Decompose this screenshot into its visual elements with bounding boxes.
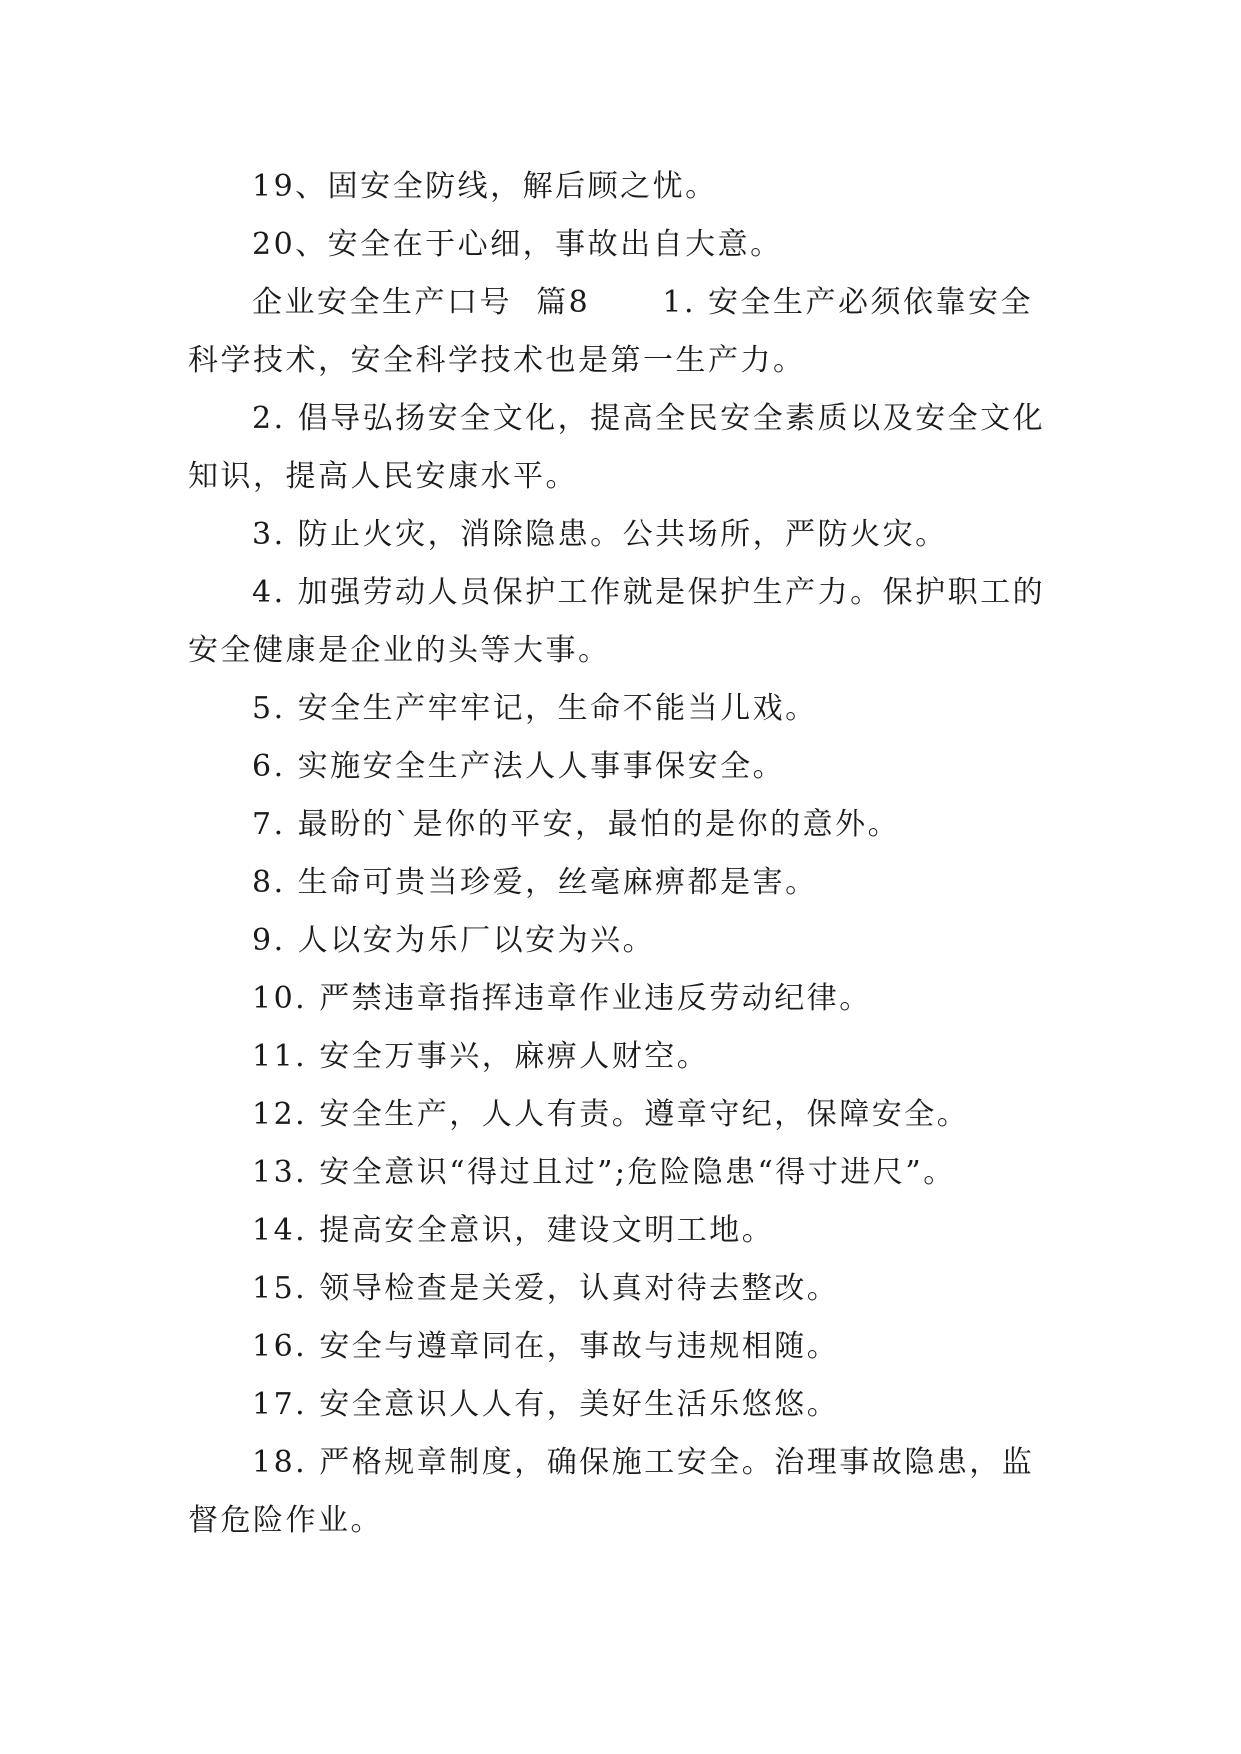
paragraph-17: 17. 安全意识人人有，美好生活乐悠悠。 <box>252 1387 840 1422</box>
paragraph-3: 3. 防止火灾，消除隐患。公共场所，严防火灾。 <box>252 517 948 552</box>
paragraph-13: 13. 安全意识“得过且过”;危险隐患“得寸进尺”。 <box>252 1155 956 1190</box>
paragraph-10: 10. 严禁违章指挥违章作业违反劳动纪律。 <box>252 981 872 1016</box>
paragraph-9: 9. 人以安为乐厂以安为兴。 <box>252 923 656 958</box>
paragraph-15: 15. 领导检查是关爱，认真对待去整改。 <box>252 1271 840 1306</box>
section-heading-paragraph-1: 企业安全生产口号 篇8 1. 安全生产必须依靠安全科学技术，安全科学技术也是第一生产力。 <box>188 285 1034 378</box>
paragraph-18: 18. 严格规章制度，确保施工安全。治理事故隐患，监督危险作业。 <box>188 1445 1035 1538</box>
paragraph-20: 20、安全在于心细，事故出自大意。 <box>252 227 783 262</box>
document-body <box>188 158 1050 1550</box>
paragraph-14: 14. 提高安全意识，建设文明工地。 <box>252 1213 775 1248</box>
paragraph-5: 5. 安全生产牢牢记，生命不能当儿戏。 <box>252 691 818 726</box>
paragraph-8: 8. 生命可贵当珍爱，丝毫麻痹都是害。 <box>252 865 818 900</box>
paragraph-16: 16. 安全与遵章同在，事故与违规相随。 <box>252 1329 840 1364</box>
paragraph-4: 4. 加强劳动人员保护工作就是保护生产力。保护职工的安全健康是企业的头等大事。 <box>188 575 1046 668</box>
paragraph-2: 2. 倡导弘扬安全文化，提高全民安全素质以及安全文化知识，提高人民安康水平。 <box>188 401 1046 494</box>
paragraph-19: 19、固安全防线，解后顾之忧。 <box>252 169 718 204</box>
paragraph-6: 6. 实施安全生产法人人事事保安全。 <box>252 749 786 784</box>
paragraph-7: 7. 最盼的`是你的平安，最怕的是你的意外。 <box>252 807 901 842</box>
paragraph-12: 12. 安全生产，人人有责。遵章守纪，保障安全。 <box>252 1097 970 1132</box>
paragraph-11: 11. 安全万事兴，麻痹人财空。 <box>252 1039 710 1074</box>
